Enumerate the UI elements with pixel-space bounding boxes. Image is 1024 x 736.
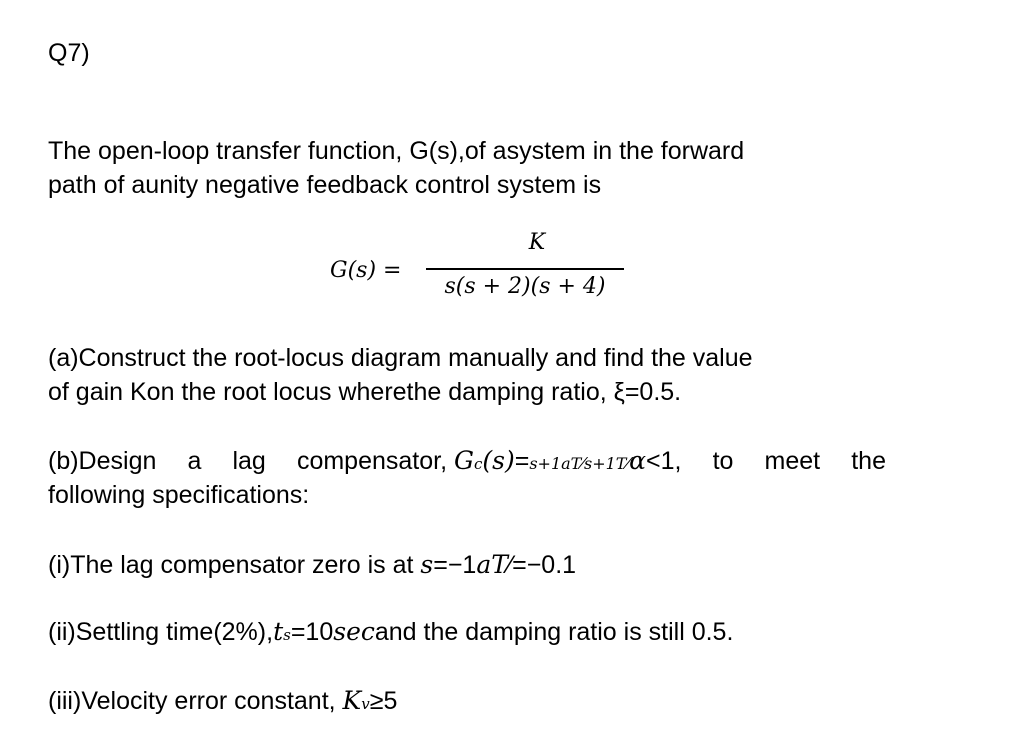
question-number: Q7): [48, 39, 90, 67]
k-subscript: v: [361, 695, 370, 713]
part-a-line-2: of gain Kon the root locus wherethe damping ratio, ξ=0.5.: [48, 378, 682, 406]
gc-symbol: G: [453, 446, 474, 475]
part-b-word: lag: [232, 447, 266, 475]
math-s: s: [420, 550, 434, 579]
gc-arg: (s): [482, 446, 515, 475]
part-b-word: a: [187, 447, 202, 475]
part-b-compensator: compensator, Gc(s)=s+1aT⁄s+1T⁄α<1,: [296, 446, 682, 475]
equation-denominator: s(s + 2)(s + 4): [444, 274, 606, 299]
gc-formula: s+1aT⁄s+1T⁄: [529, 454, 630, 473]
math-K: K: [342, 686, 362, 715]
math-sec: sec: [333, 617, 375, 646]
transfer-function-equation: [330, 228, 630, 308]
alpha-symbol: α: [629, 446, 647, 475]
part-b-line-2: following specifications:: [48, 481, 310, 509]
part-a-line-1: (a)Construct the root-locus diagram manually and find the value: [48, 344, 753, 372]
intro-line-2: path of aunity negative feedback control system is: [48, 171, 602, 199]
math-aT: aT: [476, 550, 508, 579]
t-subscript: s: [283, 626, 291, 644]
fraction-bar: [426, 268, 624, 270]
alpha-condition: <1,: [646, 447, 682, 475]
part-iii: (iii)Velocity error constant, Kv≥5: [48, 686, 398, 715]
part-b-word: meet: [764, 447, 821, 475]
gc-equals: =: [514, 447, 530, 475]
part-b-word: the: [851, 447, 886, 475]
equation-lhs: G(s) =: [330, 258, 402, 283]
gc-subscript: c: [473, 455, 483, 473]
part-b-line-1: [48, 444, 886, 481]
part-i: (i)The lag compensator zero is at s=−1aT⁄=−0.1: [48, 550, 577, 579]
intro-line-1: The open-loop transfer function, G(s),of asystem in the forward: [48, 137, 745, 165]
math-t: t: [273, 617, 284, 646]
equation-numerator: K: [528, 230, 546, 255]
part-b-word: (b)Design: [48, 447, 157, 475]
part-ii: (ii)Settling time(2%),ts=10secand the damping ratio is still 0.5.: [48, 617, 734, 646]
part-b-word: to: [712, 447, 734, 475]
